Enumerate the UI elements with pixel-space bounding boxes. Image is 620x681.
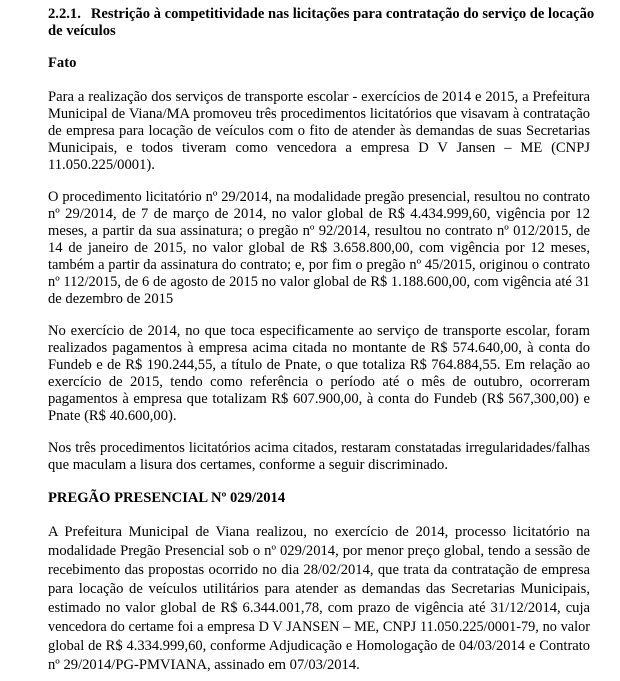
paragraph-line: A Prefeitura Municipal de Viana realizou, no exercício de 2014, processo licitatório na	[48, 524, 590, 540]
paragraph-line: Nos três procedimentos licitatórios acima citados, restaram constatadas irregularidades/falhas	[48, 440, 590, 456]
paragraph-line: Para a realização dos serviços de transporte escolar - exercícios de 2014 e 2015, a Prefeitura	[48, 89, 590, 105]
paragraph-line: No exercício de 2014, no que toca especificamente ao serviço de transporte escolar, foram	[48, 323, 590, 339]
paragraph-line: O procedimento licitatório nº 29/2014, na modalidade pregão presencial, resultou no contrato	[48, 189, 590, 205]
paragraph-line: exercício de 2015, tendo como referência o período até o mês de outubro, ocorreram	[48, 374, 590, 390]
paragraph-line: Municipais, e todos tiveram como vencedora a empresa D V Jansen – ME (CNPJ	[48, 140, 590, 156]
paragraph-line: vencedora do certame foi a empresa D V JANSEN – ME, CNPJ 11.050.225/0001-79, no valor	[48, 619, 590, 635]
paragraph-line: pagamentos à empresa que totalizam R$ 607.900,00, à conta do Fundeb (R$ 567,300,00) e	[48, 391, 590, 407]
paragraph-line: de empresa para locação de veículos com o fito de atender às demandas de suas Secretarias	[48, 123, 590, 139]
paragraph-line: modalidade Pregão Presencial sob o nº 029/2014, por menor preço global, tendo a sessão de	[48, 543, 590, 559]
paragraph-line: Fundeb e de R$ 190.244,55, a título de Pnate, o que totaliza R$ 764.884,55. Em relação ao	[48, 357, 590, 373]
section-title-line-2: de veículos	[48, 23, 116, 39]
paragraph-line: nº 112/2015, de 6 de agosto de 2015 no valor global de R$ 1.188.600,00, com vigência até 31	[48, 274, 590, 290]
paragraph-line: meses, a partir da sua assinatura; o pregão nº 92/2014, resultou no contrato nº 012/2015, de	[48, 223, 590, 239]
paragraph-line: realizados pagamentos à empresa acima citada no montante de R$ 574.640,00, à conta do	[48, 340, 590, 356]
section-number: 2.2.1.	[48, 6, 81, 22]
fato-heading: Fato	[48, 55, 77, 71]
paragraph-line: 11.050.225/0001).	[48, 157, 155, 173]
paragraph-line: estimado no valor global de R$ 6.344.001,78, com prazo de vigência até 31/12/2014, cuja	[48, 600, 590, 616]
paragraph-line: recebimento das propostas ocorrido no dia 28/02/2014, que trata da contratação de empresa	[48, 562, 590, 578]
paragraph-line: para locação de veículos utilitários para atender as demandas das Secretarias Municipais,	[48, 581, 590, 597]
paragraph-line: 14 de janeiro de 2015, no valor global de R$ 3.658.800,00, com vigência por 12 meses,	[48, 240, 590, 256]
paragraph-line: Pnate (R$ 40.600,00).	[48, 408, 177, 424]
section-heading-line-1	[48, 6, 595, 23]
paragraph-line: também a partir da assinatura do contrato; e, por fim o pregão nº 45/2015, originou o contrato	[48, 257, 590, 273]
paragraph-line: que maculam a lisura dos certames, conforme a seguir discriminado.	[48, 457, 448, 473]
paragraph-line: Municipal de Viana/MA promoveu três procedimentos licitatórios que visavam à contratação	[48, 106, 590, 122]
paragraph-line: nº 29/2014/PG-PMVIANA, assinado em 07/03/2014.	[48, 657, 360, 673]
paragraph-line: global de R$ 4.334.999,60, conforme Adjudicação e Homologação de 04/03/2014 e Contrato	[48, 638, 590, 654]
paragraph-line: nº 29/2014, de 7 de março de 2014, no valor global de R$ 4.434.999,60, vigência por 12	[48, 206, 590, 222]
paragraph-line: de dezembro de 2015	[48, 291, 174, 307]
pregao-heading: PREGÃO PRESENCIAL Nº 029/2014	[48, 490, 286, 506]
section-title-line-1: Restrição à competitividade nas licitações para contratação do serviço de locação	[90, 6, 595, 22]
